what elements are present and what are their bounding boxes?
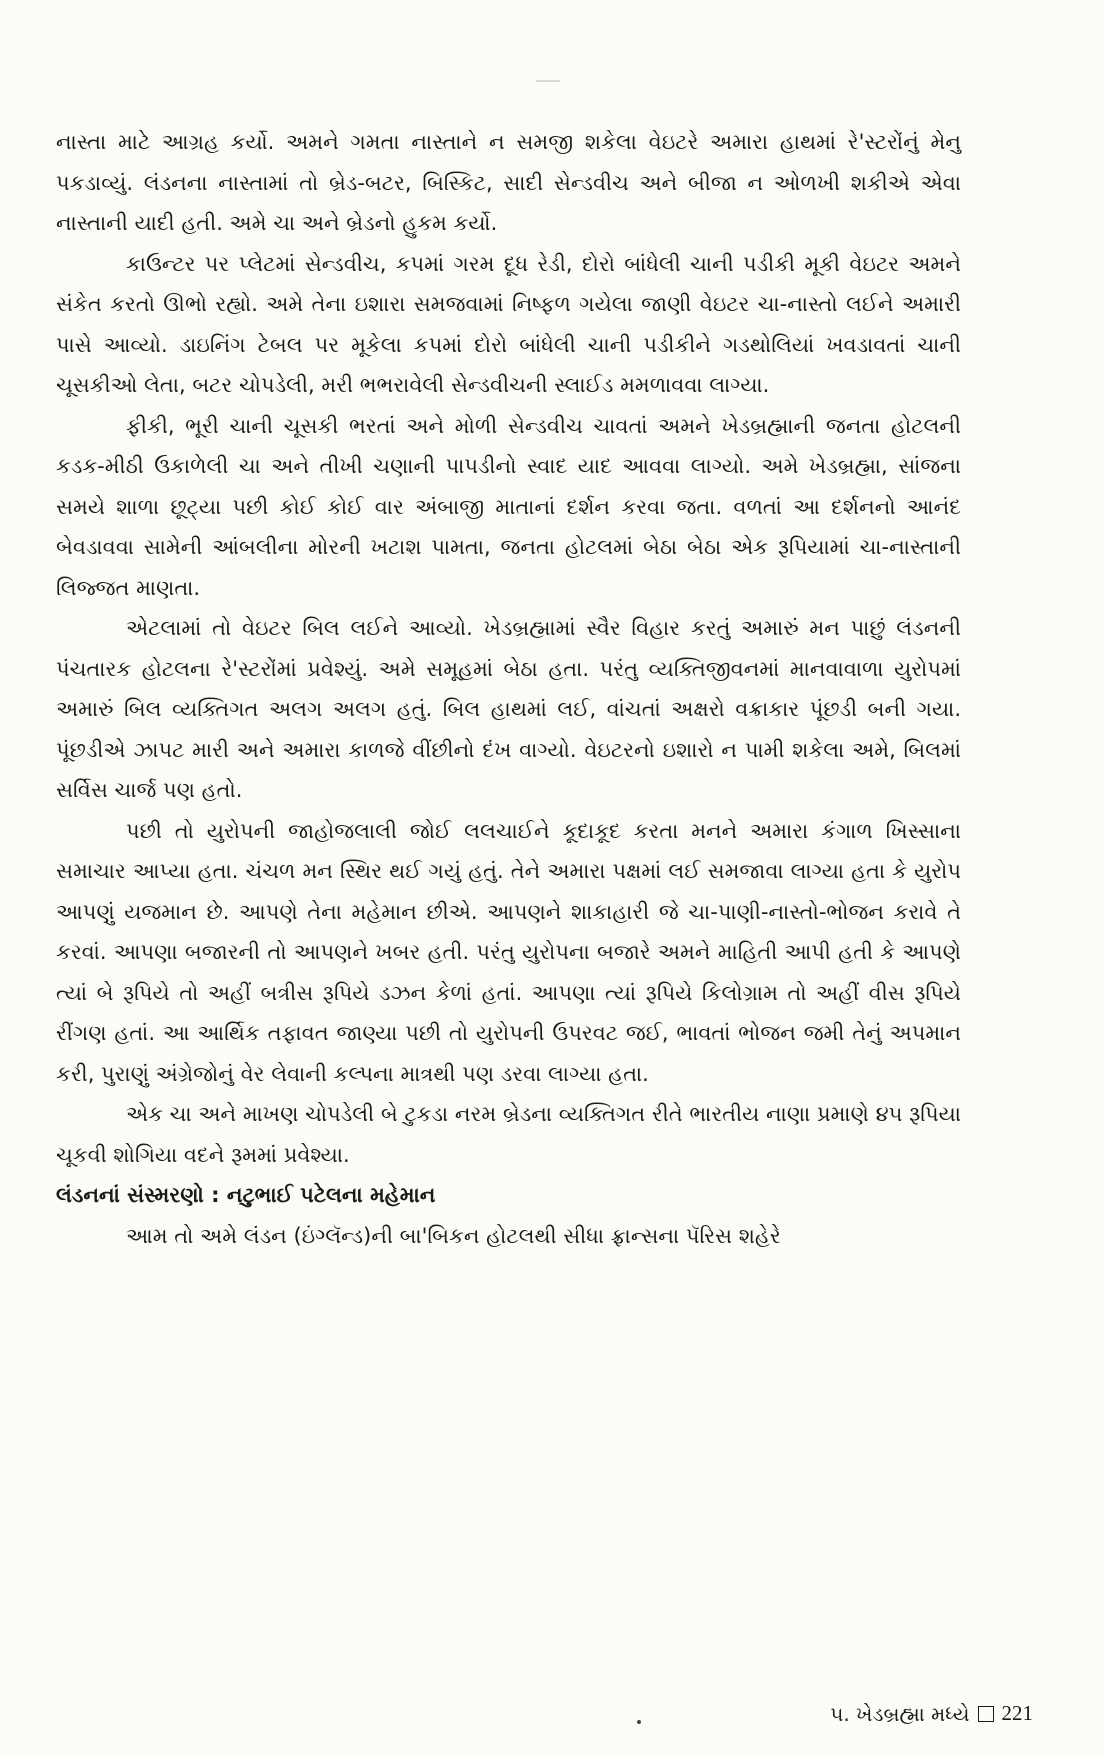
section-first-paragraph: આમ તો અમે લંડન (ઇંગ્લૅન્ડ)ની બા'બિકન હોટલથી સીધા ફ્રાન્સના પૅરિસ શહેરે: [126, 1223, 781, 1248]
paragraph-2: કાઉન્ટર પર પ્લેટમાં સેન્ડવીચ, કપમાં ગરમ દૂધ રેડી, દોરો બાંધેલી ચાની પડીકી મૂકી વેઇટર અમને સંકેત કરતો ઊભો રહ્યો. અમે તેના ઇશારા સમજવામાં નિષ્ફળ ગયેલા જાણી વેઇટર ચા-નાસ્તો લઈને અમારી પાસે આવ્યો. ડાઇનિંગ ટેબલ પર મૂકેલા કપમાં દોરો બાંધેલી ચાની પડીકીને ગડથોલિયાં ખવડાવતાં ચાની ચૂસકીઓ લેતા, બટર ચોપડેલી, મરી ભભરાવેલી સેન્ડવીચની સ્લાઈડ મમળાવવા લાગ્યા.: [56, 251, 961, 397]
scan-mark: [536, 80, 560, 82]
paragraph-5: પછી તો યુરોપની જાહોજલાલી જોઈ લલચાઈને કૂદાકૂદ કરતા મનને અમારા કંગાળ ખિસ્સાના સમાચાર આપ્યા હતા. ચંચળ મન સ્થિર થઈ ગયું હતું. તેને અમારા પક્ષમાં લઈ સમજાવા લાગ્યા હતા કે યુરોપ આપણું યજમાન છે. આપણે તેના મહેમાન છીએ. આપણને શાકાહારી જે ચા-પાણી-નાસ્તો-ભોજન કરાવે તે કરવાં. આપણા બજારની તો આપણને ખબર હતી. પરંતુ યુરોપના બજારે અમને માહિતી આપી હતી કે આપણે ત્યાં બે રૂપિયે તો અહીં બત્રીસ રૂપિયે ડઝન કેળાં હતાં. આપણા ત્યાં રૂપિયે કિલોગ્રામ તો અહીં વીસ રૂપિયે રીંગણ હતાં. આ આર્થિક તફાવત જાણ્યા પછી તો યુરોપની ઉપરવટ જઈ, ભાવતાં ભોજન જમી તેનું અપમાન કરી, પુરાણું અંગ્રેજોનું વેર લેવાની કલ્પના માત્રથી પણ ડરવા લાગ્યા હતા.: [56, 818, 961, 1086]
paragraph-6: એક ચા અને માખણ ચોપડેલી બે ટુકડા નરમ બ્રેડના વ્યક્તિગત રીતે ભારતીય નાણા પ્રમાણે ૪૫ રૂપિયા ચૂકવી શોગિયા વદને રૂમમાં પ્રવેશ્યા.: [56, 1102, 961, 1167]
page-footer: [830, 1701, 1033, 1726]
paragraph-4: એટલામાં તો વેઇટર બિલ લઈને આવ્યો. ખેડબ્રહ્મામાં સ્વૈર વિહાર કરતું અમારું મન પાછું લંડનની પંચતારક હોટલના રે'સ્ટરોંમાં પ્રવેશ્યું. અમે સમૂહમાં બેઠા હતા. પરંતુ વ્યક્તિજીવનમાં માનવાવાળા યુરોપમાં અમારું બિલ વ્યક્તિગત અલગ અલગ હતું. બિલ હાથમાં લઈ, વાંચતાં અક્ષરો વક્રાકાર પૂંછડી બની ગયા. પૂંછડીએ ઝાપટ મારી અને અમારા કાળજે વીંછીનો દંખ વાગ્યો. વેઇટરનો ઇશારો ન પામી શકેલા અમે, બિલમાં સર્વિસ ચાર્જ પણ હતો.: [56, 616, 961, 802]
section-heading: લંડનનાં સંસ્મરણો : નટુભાઈ પટેલના મહેમાન: [56, 1183, 436, 1207]
paragraph-1: નાસ્તા માટે આગ્રહ કર્યો. અમને ગમતા નાસ્તાને ન સમજી શકેલા વેઇટરે અમારા હાથમાં રે'સ્ટરોંનું મેનુ પકડાવ્યું. લંડનના નાસ્તામાં તો બ્રેડ-બટર, બિસ્કિટ, સાદી સેન્ડવીચ અને બીજા ન ઓળખી શકીએ એવા નાસ્તાની યાદી હતી. અમે ચા અને બ્રેડનો હુકમ કર્યો.: [56, 130, 961, 235]
chapter-title: ૫. ખેડબ્રહ્મા મધ્યે: [830, 1701, 970, 1726]
page-number: 221: [1001, 1701, 1033, 1725]
square-box-icon: [978, 1706, 994, 1722]
body-text: [56, 122, 961, 1256]
paragraph-3: ફીકી, ભૂરી ચાની ચૂસકી ભરતાં અને મોળી સેન્ડવીચ ચાવતાં અમને ખેડબ્રહ્માની જનતા હોટલની કડક-મીઠી ઉકાળેલી ચા અને તીખી ચણાની પાપડીનો સ્વાદ યાદ આવવા લાગ્યો. અમે ખેડબ્રહ્મા, સાંજના સમયે શાળા છૂટ્યા પછી કોઈ કોઈ વાર અંબાજી માતાનાં દર્શન કરવા જતા. વળતાં આ દર્શનનો આનંદ બેવડાવવા સામેની આંબલીના મોરની ખટાશ પામતા, જનતા હોટલમાં બેઠા બેઠા એક રૂપિયામાં ચા-નાસ્તાની લિજ્જત માણતા.: [56, 413, 961, 600]
scan-dot: [637, 1720, 641, 1724]
